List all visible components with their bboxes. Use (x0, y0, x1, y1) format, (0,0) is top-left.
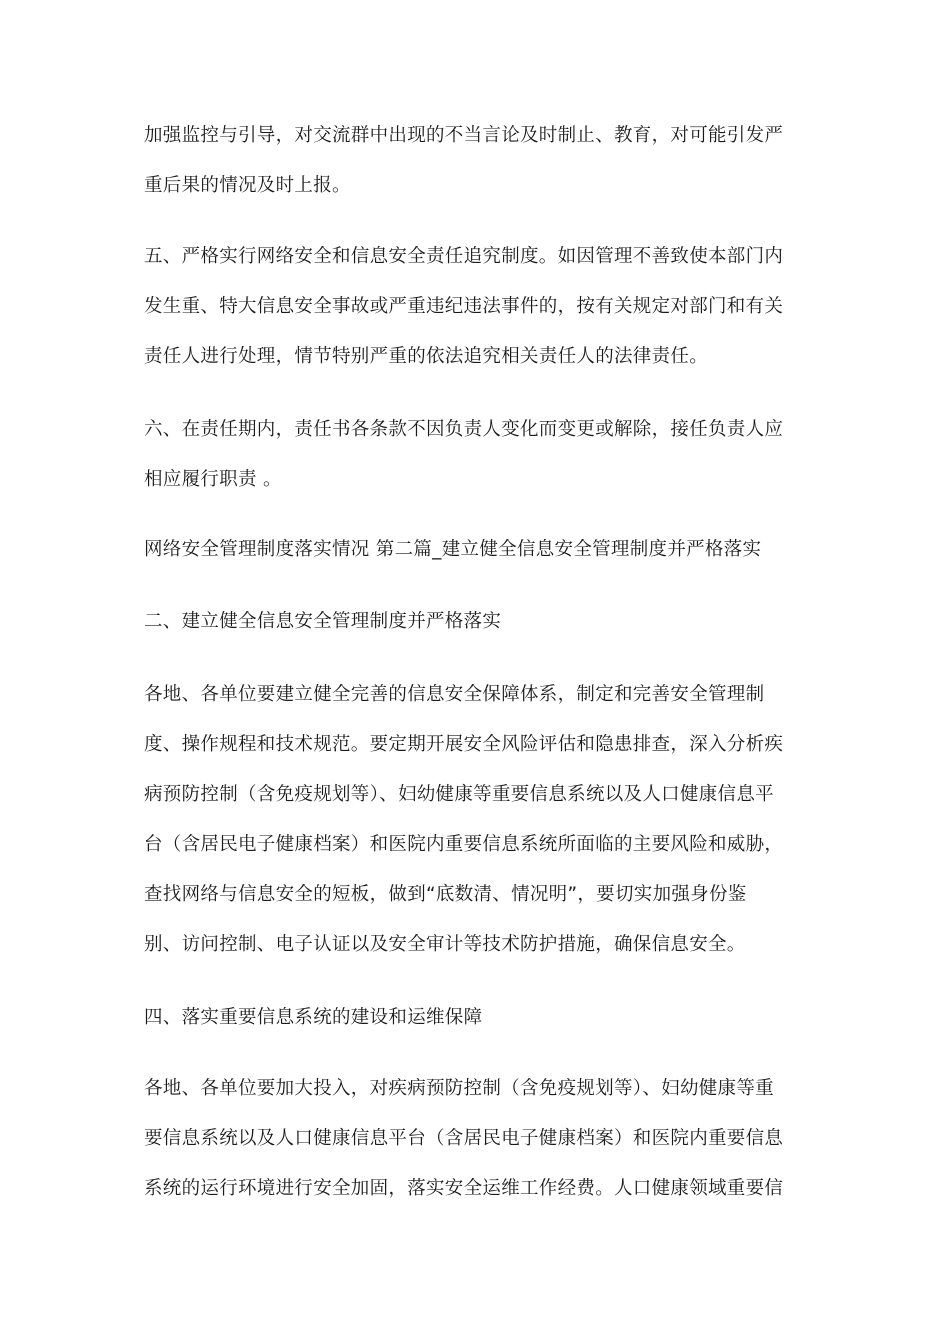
text-line: 查找网络与信息安全的短板，做到“底数清、情况明”，要切实加强身份鉴 (144, 884, 747, 905)
section-title (144, 525, 804, 575)
text-line: 系统的运行环境进行安全加固，落实安全运维工作经费。人口健康领域重要信 (144, 1178, 784, 1199)
text-line: 各地、各单位要加大投入，对疾病预防控制（含免疫规划等）、妇幼健康等重 (144, 1078, 774, 1099)
text-line: 各地、各单位要建立健全完善的信息安全保障体系，制定和完善安全管理制 (144, 684, 765, 705)
text-line: 台（含居民电子健康档案）和医院内重要信息系统所面临的主要风险和威胁， (144, 834, 784, 855)
text-line: 别、访问控制、电子认证以及安全审计等技术防护措施，确保信息安全。 (144, 934, 746, 955)
text-line: 病预防控制（含免疫规划等）、妇幼健康等重要信息系统以及人口健康信息平 (144, 784, 774, 805)
text-line: 发生重、特大信息安全事故或严重违纪违法事件的，按有关规定对部门和有关 (144, 296, 784, 317)
paragraph-security-system (144, 670, 804, 970)
paragraph-investment (144, 1064, 804, 1214)
text-line: 加强监控与引导，对交流群中出现的不当言论及时制止、教育，对可能引发严 (144, 125, 784, 146)
text-line: 要信息系统以及人口健康信息平台（含居民电子健康档案）和医院内重要信息 (144, 1128, 784, 1149)
text-line: 相应履行职责 。 (144, 469, 282, 490)
heading-item-four (144, 993, 804, 1043)
text-line: 二、建立健全信息安全管理制度并严格落实 (144, 611, 502, 632)
text-line: 六、在责任期内，责任书各条款不因负责人变化而变更或解除，接任负责人应 (144, 419, 784, 440)
text-line: 重后果的情况及时上报。 (144, 175, 351, 196)
heading-item-two (144, 597, 804, 647)
paragraph-item-six (144, 405, 804, 505)
text-line: 责任人进行处理，情节特别严重的依法追究相关责任人的法律责任。 (144, 346, 709, 367)
paragraph-item-five (144, 232, 804, 382)
text-line: 五、严格实行网络安全和信息安全责任追究制度。如因管理不善致使本部门内 (144, 246, 784, 267)
text-line: 四、落实重要信息系统的建设和运维保障 (144, 1007, 483, 1028)
text-line: 度、操作规程和技术规范。要定期开展安全风险评估和隐患排查，深入分析疾 (144, 734, 784, 755)
text-line: 网络安全管理制度落实情况 第二篇_建立健全信息安全管理制度并严格落实 (144, 539, 762, 560)
paragraph-monitoring (144, 111, 804, 211)
